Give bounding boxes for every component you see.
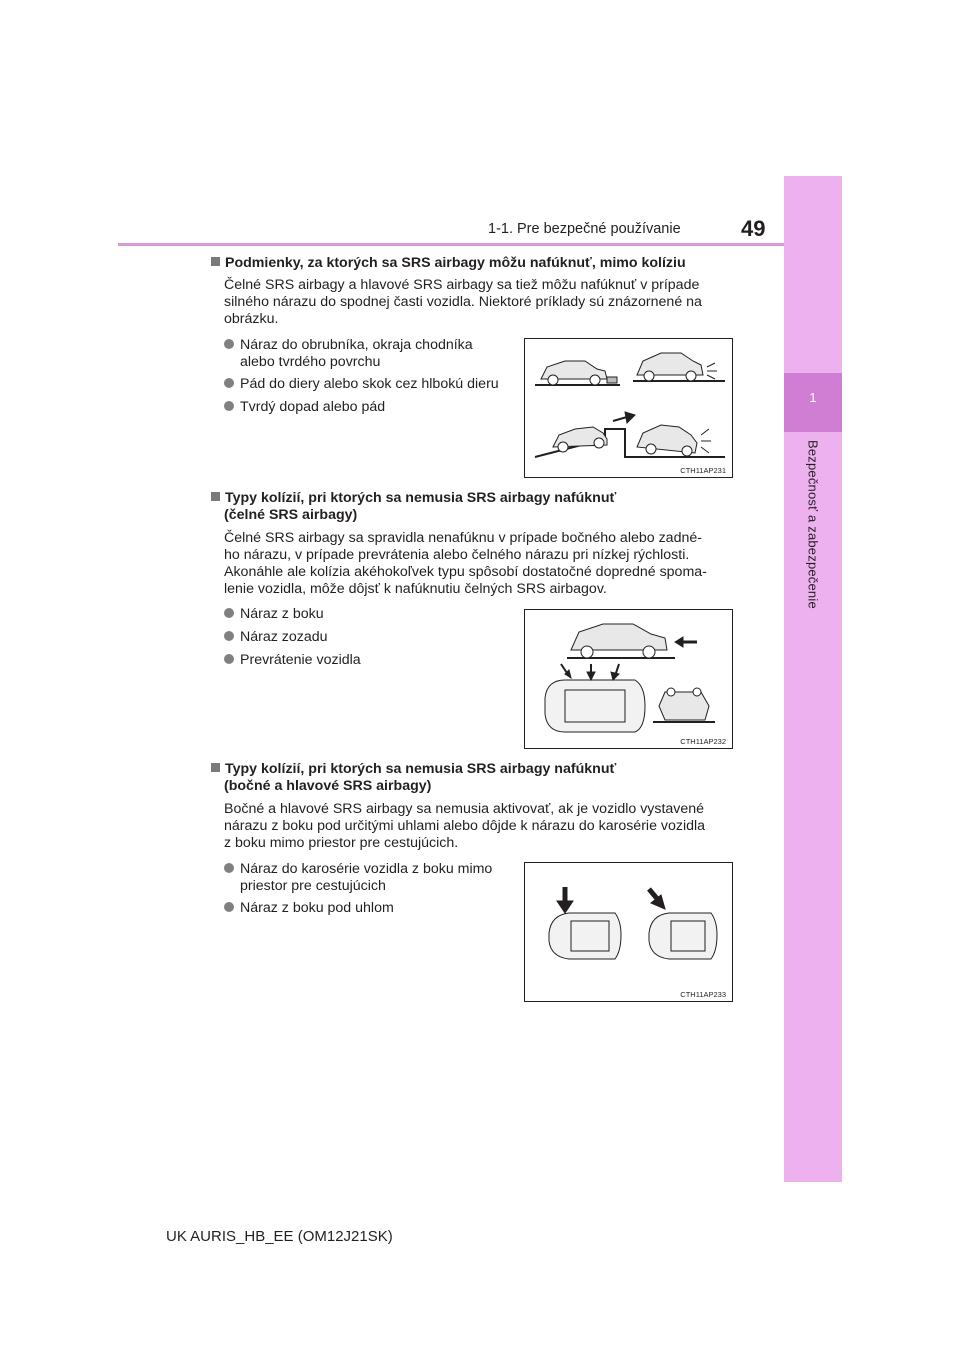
section-3-heading: Typy kolízií, pri ktorých sa nemusia SRS airbagy nafúknuť (bočné a hlavové SRS airbagy): [211, 761, 751, 795]
bullet-dot-icon: [224, 902, 234, 912]
bullet-dot-icon: [224, 631, 234, 641]
section-1-heading: Podmienky, za ktorých sa SRS airbagy môžu nafúknuť, mimo kolíziu: [211, 255, 751, 272]
figure-underbody-impacts: [524, 338, 733, 478]
section-1-bullet-1: Náraz do obrubníka, okraja chodníka alebo tvrdého povrchu: [224, 337, 530, 371]
car-collision-illustration: [525, 339, 732, 477]
section-2-paragraph: Čelné SRS airbagy sa spravidla nenafúknu v prípade bočného alebo zadné- ho nárazu, v prípade prevrátenia alebo čelného nárazu pri nízkej rýchlosti. Akonáhle ale kolízia akéhokoľvek typu spôsobí dostatočné dopredné spoma- lenie vozidla, môže dôjsť k nafúknutiu čelných SRS airbagov.: [224, 530, 707, 597]
section-2-heading: Typy kolízií, pri ktorých sa nemusia SRS airbagy nafúknuť (čelné SRS airbagy): [211, 490, 751, 524]
chapter-label: Bezpečnosť a zabezpečenie: [805, 440, 821, 609]
figure-code: CTH11AP233: [680, 990, 726, 999]
section-2-bullet-3: Prevrátenie vozidla: [224, 652, 520, 669]
bullet-dot-icon: [224, 863, 234, 873]
square-bullet-icon: [211, 492, 220, 501]
figure-no-deploy-side: [524, 862, 733, 1002]
section-1-bullet-2: Pád do diery alebo skok cez hlbokú dieru: [224, 376, 540, 393]
section-2-bullet-2: Náraz zozadu: [224, 629, 520, 646]
section-title: 1-1. Pre bezpečné používanie: [488, 221, 681, 237]
car-collision-illustration: [525, 610, 732, 748]
section-3-bullet-1: Náraz do karosérie vozidla z boku mimo priestor pre cestujúcich: [224, 861, 530, 895]
figure-no-deploy-frontal: [524, 609, 733, 749]
car-collision-illustration: [525, 863, 732, 1001]
figure-code: CTH11AP232: [680, 737, 726, 746]
header-rule: [118, 243, 840, 246]
footer-document-code: UK AURIS_HB_EE (OM12J21SK): [166, 1228, 393, 1245]
bullet-dot-icon: [224, 378, 234, 388]
bullet-dot-icon: [224, 401, 234, 411]
figure-code: CTH11AP231: [680, 466, 726, 475]
section-3-paragraph: Bočné a hlavové SRS airbagy sa nemusia aktivovať, ak je vozidlo vystavené nárazu z boku pod určitými uhlami alebo dôjde k nárazu do karosérie vozidla z boku mimo priestor pre cestujúcich.: [224, 801, 706, 851]
page-number: 49: [741, 216, 766, 241]
chapter-number: 1: [809, 390, 817, 405]
bullet-dot-icon: [224, 654, 234, 664]
section-1-bullet-3: Tvrdý dopad alebo pád: [224, 399, 540, 416]
section-2-bullet-1: Náraz z boku: [224, 606, 520, 623]
section-1-paragraph: Čelné SRS airbagy a hlavové SRS airbagy sa tiež môžu nafúknuť v prípade silného nárazu do spodnej časti vozidla. Niektoré príklady sú znázornené na obrázku.: [224, 277, 702, 327]
square-bullet-icon: [211, 763, 220, 772]
bullet-dot-icon: [224, 608, 234, 618]
chapter-tab: [784, 176, 842, 1182]
bullet-dot-icon: [224, 339, 234, 349]
section-3-bullet-2: Náraz z boku pod uhlom: [224, 900, 530, 917]
square-bullet-icon: [211, 257, 220, 266]
